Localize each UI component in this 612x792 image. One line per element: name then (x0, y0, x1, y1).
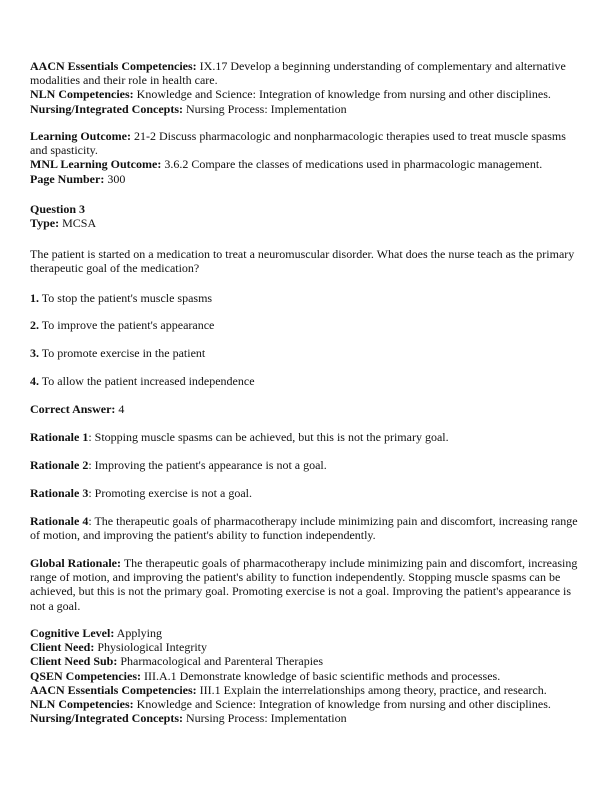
field-value: III.1 Explain the interrelationships among theory, practice, and research. (199, 682, 547, 697)
field-label: Global Rationale: (30, 556, 122, 570)
field-label: QSEN Competencies: (30, 668, 141, 683)
option-3 (30, 346, 582, 360)
field-label: Rationale 1 (30, 430, 89, 444)
field-label: Rationale 3 (30, 486, 89, 500)
field-label: NLN Competencies: (30, 87, 134, 102)
field-label: Nursing/Integrated Concepts: (30, 711, 183, 726)
field-value: 3.6.2 Compare the classes of medications used in pharmacologic management. (164, 157, 543, 172)
field-value: Pharmacological and Parenteral Therapies (120, 654, 324, 669)
field-value: The therapeutic goals of pharmacotherapy include minimizing pain and discomfort, increasing range of motion, and improving the patient's ability to function independently. Stopping muscle spasms can be achieved, but this is not the primary goal. Promoting exercise is not a goal. Improving the patient's appearance is not a goal. (30, 556, 578, 613)
field-label: Rationale 4 (30, 514, 89, 528)
field-label: Nursing/Integrated Concepts: (30, 101, 183, 116)
field-label: Type: (30, 216, 60, 231)
field-value: : The therapeutic goals of pharmacotherapy include minimizing pain and discomfort, increasing range of motion, and improving the patient's ability to function independently. (30, 514, 578, 543)
field-label: Client Need Sub: (30, 654, 118, 669)
aacn-competencies (30, 59, 582, 87)
nursing-concepts (30, 711, 582, 725)
field-value: Physiological Integrity (97, 640, 207, 655)
question-header (30, 202, 582, 230)
field-value: : Stopping muscle spasms can be achieved, but this is not the primary goal. (88, 430, 449, 444)
field-value: Knowledge and Science: Integration of knowledge from nursing and other disciplines. (136, 697, 551, 712)
field-label: NLN Competencies: (30, 697, 134, 712)
field-value: IX.17 Develop a beginning understanding of complementary and alternative modalities and their role in health care. (30, 59, 566, 88)
option-number: 1. (30, 291, 39, 305)
mnl-learning-outcome (30, 157, 582, 171)
option-text: To stop the patient's muscle spasms (41, 291, 213, 305)
question-stem: The patient is started on a medication to treat a neuromuscular disorder. What does the nurse teach as the primary therapeutic goal of the medication? (30, 247, 575, 276)
option-text: To allow the patient increased independence (41, 374, 255, 388)
field-value: : Promoting exercise is not a goal. (88, 486, 252, 500)
global-rationale (30, 556, 582, 613)
option-1 (30, 291, 582, 305)
aacn-competencies (30, 683, 582, 697)
learning-outcome (30, 129, 582, 157)
rationale-2 (30, 458, 582, 472)
rationale-1 (30, 430, 582, 444)
field-label: Page Number: (30, 171, 105, 186)
field-label: Learning Outcome: (30, 129, 131, 143)
field-label: Cognitive Level: (30, 626, 115, 640)
rationale-4 (30, 514, 582, 542)
nln-competencies (30, 87, 582, 101)
cognitive-level (30, 626, 582, 640)
field-value: 4 (118, 402, 125, 416)
client-need (30, 640, 582, 654)
top-metadata (30, 59, 582, 116)
field-value: Nursing Process: Implementation (186, 101, 347, 116)
bottom-metadata (30, 626, 582, 725)
question-type (30, 216, 582, 230)
correct-answer (30, 402, 582, 416)
question-title: Question 3 (30, 202, 86, 216)
field-label: MNL Learning Outcome: (30, 157, 162, 172)
field-label: AACN Essentials Competencies: (30, 682, 197, 697)
nln-competencies (30, 697, 582, 711)
outcomes (30, 129, 582, 186)
field-label: Rationale 2 (30, 458, 89, 472)
field-label: Correct Answer: (30, 402, 116, 416)
field-value: 21-2 Discuss pharmacologic and nonpharmacologic therapies used to treat muscle spasms and spasticity. (30, 129, 566, 158)
page-number (30, 172, 582, 186)
qsen-competencies (30, 669, 582, 683)
field-value: Applying (116, 626, 163, 640)
client-need-sub (30, 654, 582, 668)
field-label: Client Need: (30, 640, 95, 655)
field-value: MCSA (62, 216, 97, 231)
field-value: : Improving the patient's appearance is not a goal. (88, 458, 327, 472)
field-value: 300 (107, 171, 126, 186)
option-number: 4. (30, 374, 39, 388)
field-value: III.A.1 Demonstrate knowledge of basic scientific methods and processes. (144, 668, 501, 683)
option-text: To promote exercise in the patient (41, 346, 206, 360)
rationale-3 (30, 486, 582, 500)
field-label: AACN Essentials Competencies: (30, 59, 197, 73)
field-value: Knowledge and Science: Integration of knowledge from nursing and other disciplines. (136, 87, 551, 102)
option-number: 2. (30, 318, 39, 332)
option-4 (30, 374, 582, 388)
option-number: 3. (30, 346, 39, 360)
nursing-concepts (30, 102, 582, 116)
option-2 (30, 318, 582, 332)
option-text: To improve the patient's appearance (41, 318, 215, 332)
field-value: Nursing Process: Implementation (186, 711, 347, 726)
